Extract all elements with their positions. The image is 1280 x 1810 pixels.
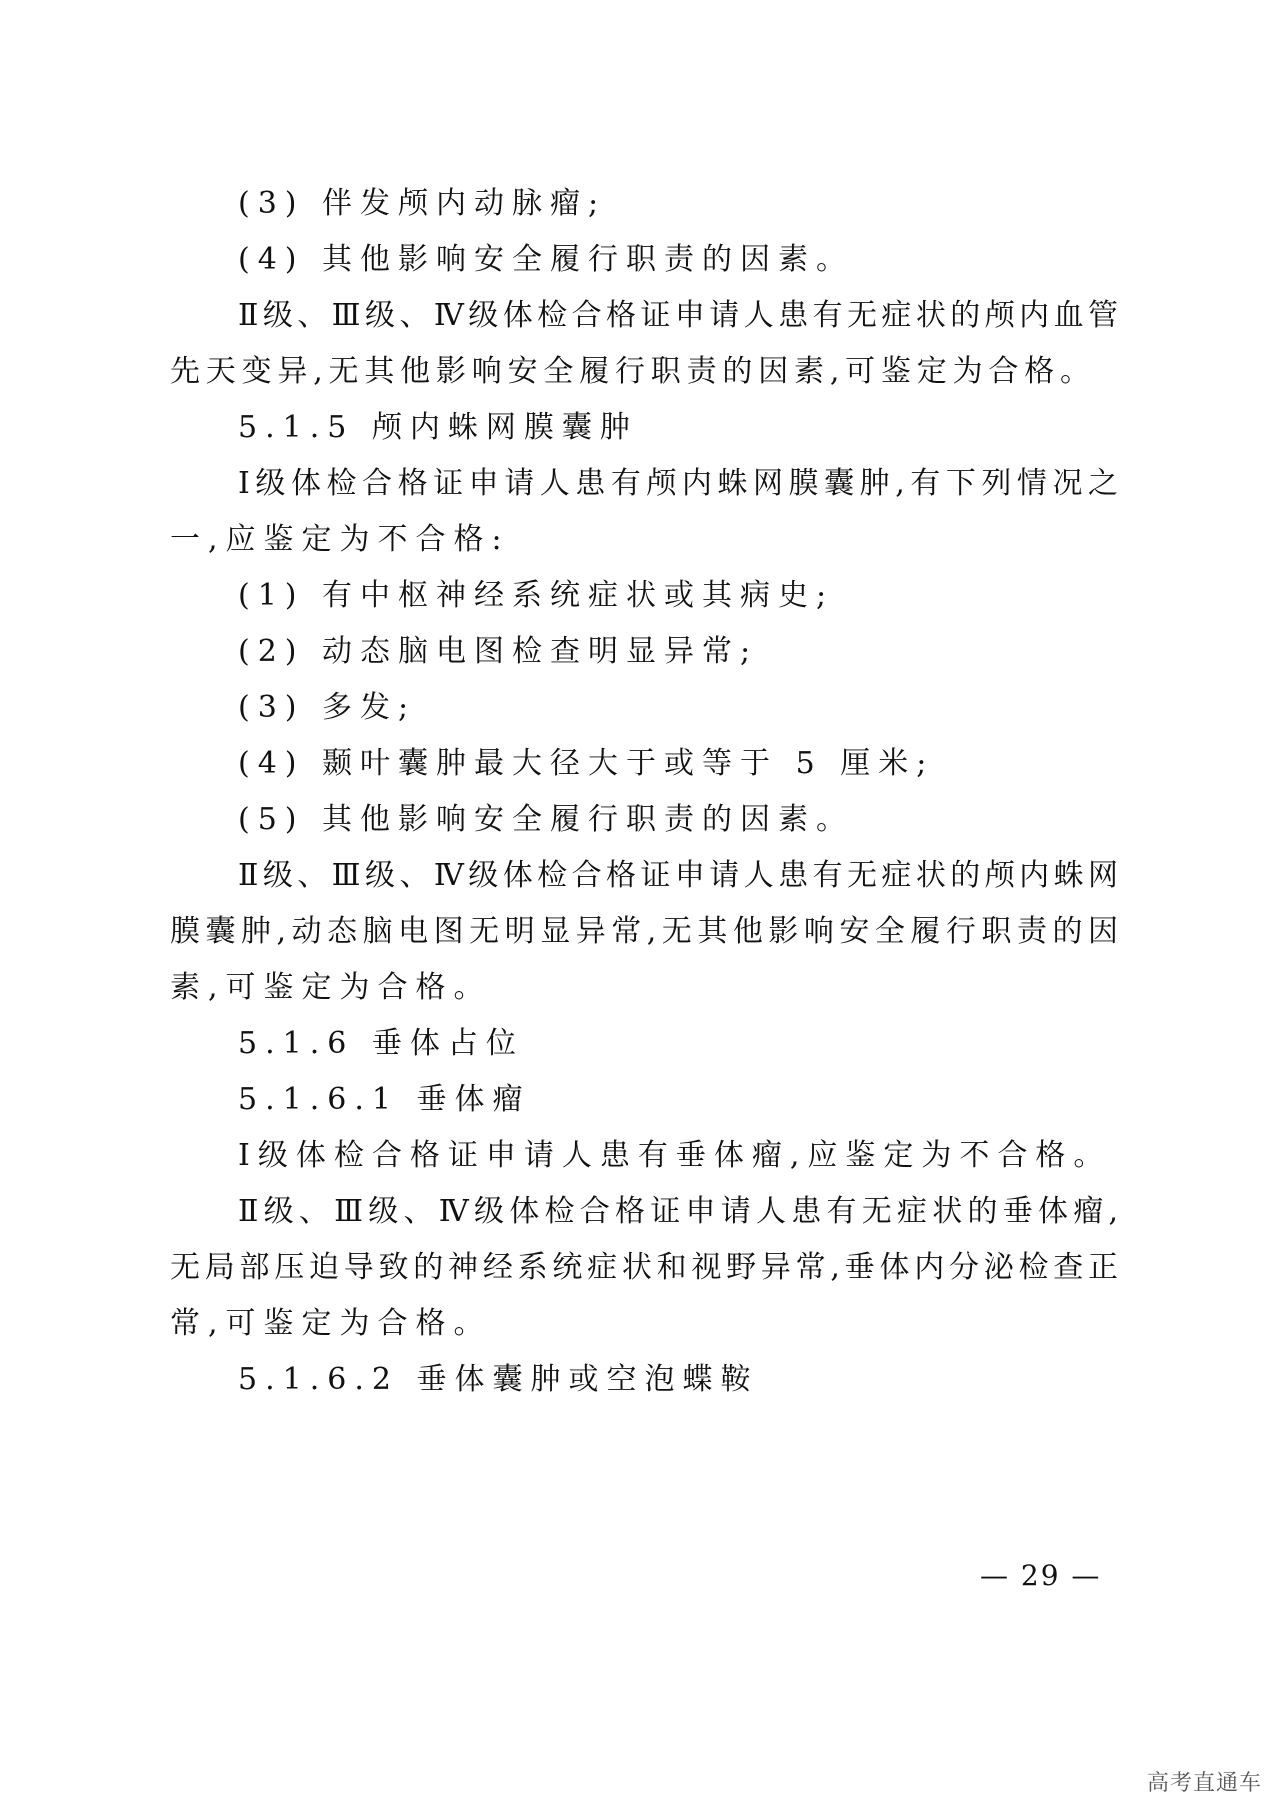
paragraph-line: Ⅰ级体检合格证申请人患有颅内蛛网膜囊肿,有下列情况之	[238, 466, 1118, 501]
paragraph-line: Ⅱ级、Ⅲ级、Ⅳ级体检合格证申请人患有无症状的颅内蛛网	[238, 858, 1118, 893]
section-heading-5-1-6-1: 5.1.6.1 垂体瘤	[238, 1082, 531, 1117]
paragraph-line: 素,可鉴定为合格。	[170, 970, 492, 1005]
paragraph-line: 膜囊肿,动态脑电图无明显异常,无其他影响安全履行职责的因	[170, 914, 1118, 949]
paragraph-line: 无局部压迫导致的神经系统症状和视野异常,垂体内分泌检查正	[170, 1250, 1118, 1285]
list-item-1: (1) 有中枢神经系统症状或其病史;	[238, 578, 835, 613]
list-item-3: (3) 多发;	[238, 690, 417, 725]
list-item-2: (2) 动态脑电图检查明显异常;	[238, 634, 759, 669]
section-heading-5-1-6: 5.1.6 垂体占位	[238, 1026, 524, 1061]
list-item-5: (5) 其他影响安全履行职责的因素。	[238, 802, 855, 837]
watermark: 高考直通车	[1146, 1771, 1262, 1796]
section-heading-5-1-5: 5.1.5 颅内蛛网膜囊肿	[238, 410, 638, 445]
paragraph-line: Ⅰ级体检合格证申请人患有垂体瘤,应鉴定为不合格。	[238, 1138, 1112, 1173]
paragraph-line: 常,可鉴定为合格。	[170, 1306, 492, 1341]
paragraph-line: Ⅱ级、Ⅲ级、Ⅳ级体检合格证申请人患有无症状的颅内血管	[238, 298, 1118, 333]
list-item-4: (4) 其他影响安全履行职责的因素。	[238, 242, 855, 277]
list-item-4: (4) 颞叶囊肿最大径大于或等于 5 厘米;	[238, 746, 935, 781]
paragraph-line: 先天变异,无其他影响安全履行职责的因素,可鉴定为合格。	[170, 354, 1090, 389]
list-item-3: (3) 伴发颅内动脉瘤;	[238, 186, 607, 221]
paragraph-line: 一,应鉴定为不合格:	[170, 522, 510, 557]
paragraph-line: Ⅱ级、Ⅲ级、Ⅳ级体检合格证申请人患有无症状的垂体瘤,	[238, 1194, 1118, 1229]
section-heading-5-1-6-2: 5.1.6.2 垂体囊肿或空泡蝶鞍	[238, 1362, 759, 1397]
page-number: — 29 —	[980, 1559, 1102, 1592]
